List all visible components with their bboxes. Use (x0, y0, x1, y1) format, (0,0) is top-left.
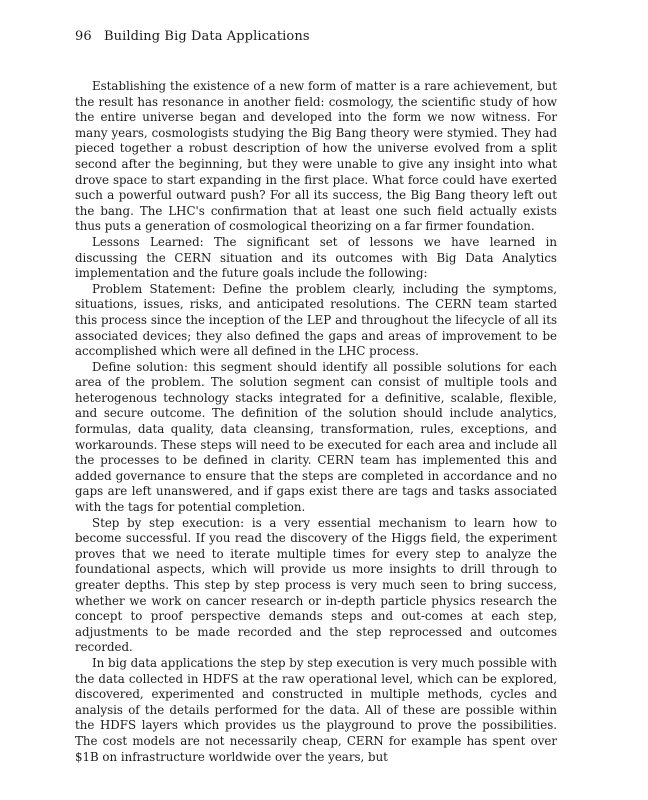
running-header (75, 29, 310, 44)
book-title: Building Big Data Applications (103, 29, 310, 44)
paragraph-define-solution: Define solution: this segment should identify all possible solutions for each area of the problem. The solution segment can consist of multiple tools and heterogenous technology stacks integrated for a definitive, scalable, flexible, and secure outcome. The definition of the solution should include analytics, formulas, data quality, data cleansing, transformation, rules, exceptions, and workarounds. These steps will need to be executed for each area and include all the processes to be defined in clarity. CERN team has implemented this and added governance to ensure that the steps are completed in accordance and no gaps are left unanswered, and if gaps exist there are tags and tasks associated with the tags for potential completion. (75, 359, 557, 515)
paragraph-cosmology: Establishing the existence of a new form of matter is a rare achievement, but the result has resonance in another field: cosmology, the scientific study of how the entire universe began and developed into the form we now witness. For many years, cosmologists studying the Big Bang theory were stymied. They had pieced together a robust description of how the universe evolved from a split second after the beginning, but they were unable to give any insight into what drove space to start expanding in the first place. What force could have exerted such a powerful outward push? For all its success, the Big Bang theory left out the bang. The LHC's confirmation that at least one such field actually exists thus puts a generation of cosmological theorizing on a far firmer foundation. (75, 79, 557, 234)
paragraph-step-by-step: Step by step execution: is a very essential mechanism to learn how to become successful. If you read the discovery of the Higgs field, the experiment proves that we need to iterate multiple times for every step to analyze the foundational aspects, which will provide us more insights to drill through to greater depths. This step by step process is very much seen to bring success, whether we work on cancer research or in-depth particle physics research the concept to proof perspective demands steps and out-comes at each step, adjustments to be made recorded and the step reprocessed and outcomes recorded. (75, 515, 557, 655)
paragraph-big-data-applications: In big data applications the step by step execution is very much possible with the data collected in HDFS at the raw operational level, which can be explored, discovered, experimented and constructed in multiple methods, cycles and analysis of the details performed for the data. All of these are possible within the HDFS layers which provides us the playground to prove the possibilities. The cost models are not necessarily cheap, CERN for example has spent over $1B on infrastructure worldwide over the years, but (75, 655, 557, 764)
paragraph-lessons-learned: Lessons Learned: The significant set of lessons we have learned in discussing the CERN situation and its outcomes with Big Data Analytics implementation and the future goals include the following: (75, 234, 557, 281)
body-text (75, 79, 557, 765)
paragraph-problem-statement: Problem Statement: Define the problem clearly, including the symptoms, situations, issues, risks, and anticipated resolutions. The CERN team started this process since the inception of the LEP and throughout the lifecycle of all its associated devices; they also defined the gaps and areas of improvement to be accomplished which were all defined in the LHC process. (75, 281, 557, 359)
page-number: 96 (75, 29, 92, 44)
